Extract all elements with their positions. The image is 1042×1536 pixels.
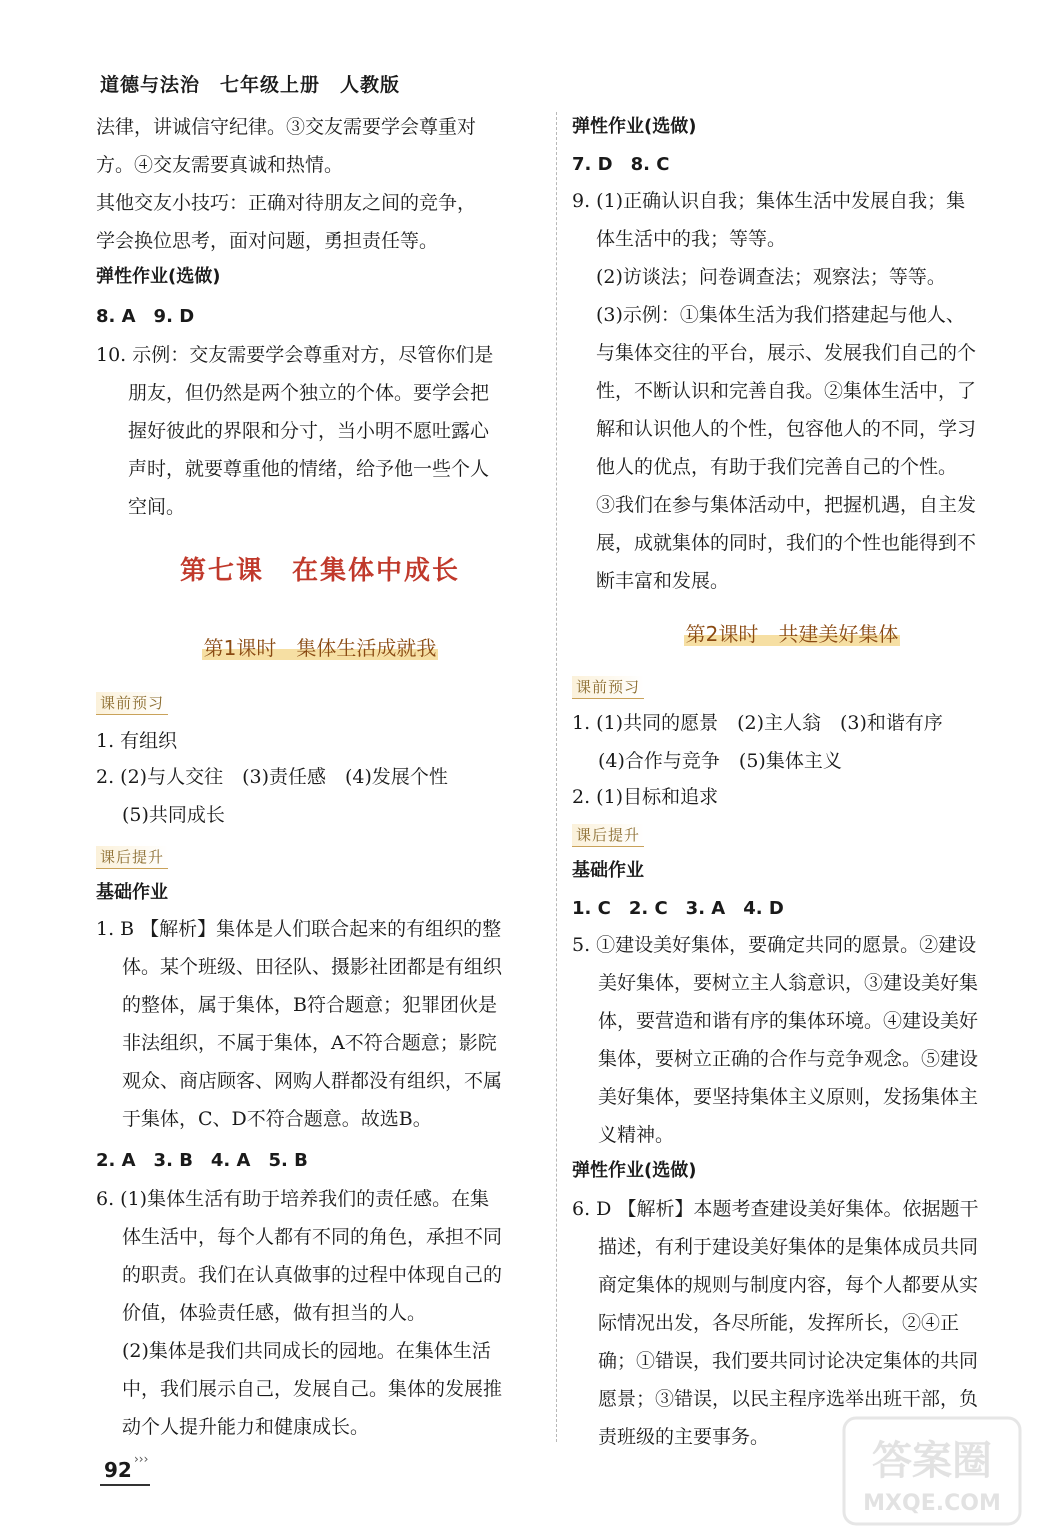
text-line: 观众、商店顾客、网购人群都没有组织，不属 (122, 1070, 503, 1092)
text-line: 于集体，C、D不符合题意。故选B。 (122, 1108, 432, 1130)
answer-line: 1. C 2. C 3. A 4. D (572, 898, 784, 919)
period-title-text: 第2课时 共建美好集体 (685, 622, 899, 646)
period-title-text: 第1课时 集体生活成就我 (203, 636, 437, 660)
section-heading: 弹性作业(选做) (572, 116, 697, 137)
watermark-subtext: MXQE.COM (863, 1491, 1001, 1516)
text-line: 1. 有组织 (96, 730, 178, 752)
text-line: 美好集体，要树立主人翁意识，③建设美好集 (598, 972, 979, 994)
text-line: 法律，讲诚信守纪律。③交友需要学会尊重对 (96, 116, 477, 138)
text-line: ③我们在参与集体活动中，把握机遇，自主发 (596, 494, 977, 516)
text-line: 1. (1)共同的愿景 (2)主人翁 (3)和谐有序 (572, 712, 943, 734)
text-line: 美好集体，要坚持集体主义原则，发扬集体主 (598, 1086, 979, 1108)
text-line: 非法组织，不属于集体，A不符合题意；影院 (122, 1032, 497, 1054)
text-line: (3)示例：①集体生活为我们搭建起与他人、 (596, 304, 965, 326)
section-tag-improve: 课后提升 (96, 846, 168, 869)
text-line: 的职责。我们在认真做事的过程中体现自己的 (122, 1264, 503, 1286)
text-line: 2. (1)目标和追求 (572, 786, 719, 808)
text-line: (5)共同成长 (122, 804, 225, 826)
text-line: 方。④交友需要真诚和热情。 (96, 154, 344, 176)
text-line: 体生活中的我；等等。 (596, 228, 787, 250)
text-line: 握好彼此的界限和分寸，当小明不愿吐露心 (128, 420, 490, 442)
text-line: 2. (2)与人交往 (3)责任感 (4)发展个性 (96, 766, 448, 788)
section-heading: 基础作业 (96, 882, 168, 903)
text-line: 际情况出发，各尽所能，发挥所长，②④正 (598, 1312, 960, 1334)
text-line: 体生活中，每个人都有不同的角色，承担不同 (122, 1226, 503, 1248)
period-title (96, 632, 544, 661)
text-line: 学会换位思考，面对问题，勇担责任等。 (96, 230, 439, 252)
text-line: 商定集体的规则与制度内容，每个人都要从实 (598, 1274, 979, 1296)
text-line: 5. ①建设美好集体，要确定共同的愿景。②建设 (572, 934, 977, 956)
text-line: 9. (1)正确认识自我；集体生活中发展自我；集 (572, 190, 966, 212)
column-divider (556, 112, 557, 1442)
text-line: 描述，有利于建设美好集体的是集体成员共同 (598, 1236, 979, 1258)
watermark-text: 答案圈 (872, 1438, 992, 1484)
section-heading: 弹性作业(选做) (572, 1160, 697, 1181)
text-line: 他人的优点，有助于我们完善自己的个性。 (596, 456, 958, 478)
text-line: 性，不断认识和完善自我。②集体生活中，了 (596, 380, 977, 402)
section-heading: 基础作业 (572, 860, 644, 881)
book-header: 道德与法治 七年级上册 人教版 (100, 74, 401, 96)
text-line: 断丰富和发展。 (596, 570, 730, 592)
text-line: 6. D 【解析】本题考查建设美好集体。依据题干 (572, 1198, 979, 1220)
text-line: 的整体，属于集体，B符合题意；犯罪团伙是 (122, 994, 497, 1016)
text-line: 责班级的主要事务。 (598, 1426, 770, 1448)
answer-line: 2. A 3. B 4. A 5. B (96, 1150, 308, 1171)
section-tag-improve: 课后提升 (572, 824, 644, 847)
text-line: 体，要营造和谐有序的集体环境。④建设美好 (598, 1010, 979, 1032)
section-heading: 弹性作业(选做) (96, 266, 221, 287)
watermark-logo (842, 1416, 1022, 1526)
period-title (572, 618, 1012, 647)
text-line: 1. B 【解析】集体是人们联合起来的有组织的整 (96, 918, 502, 940)
text-line: 空间。 (128, 496, 186, 518)
text-line: 解和认识他人的个性，包容他人的不同，学习 (596, 418, 977, 440)
text-line: 义精神。 (598, 1124, 675, 1146)
page-arrows-icon: ››› (134, 1452, 149, 1466)
page-number-box (100, 1452, 150, 1486)
text-line: 价值，体验责任感，做有担当的人。 (122, 1302, 427, 1324)
text-line: 集体，要树立正确的合作与竞争观念。⑤建设 (598, 1048, 979, 1070)
text-line: (4)合作与竞争 (5)集体主义 (598, 750, 842, 772)
lesson-title: 第七课 在集体中成长 (179, 556, 460, 586)
text-line: 与集体交往的平台，展示、发展我们自己的个 (596, 342, 977, 364)
text-line: 展，成就集体的同时，我们的个性也能得到不 (596, 532, 977, 554)
section-tag-preview: 课前预习 (96, 692, 168, 715)
text-line: 中，我们展示自己，发展自己。集体的发展推 (122, 1378, 503, 1400)
answer-line: 7. D 8. C (572, 154, 670, 175)
text-line: (2)集体是我们共同成长的园地。在集体生活 (122, 1340, 491, 1362)
text-line: 10. 示例：交友需要学会尊重对方，尽管你们是 (96, 344, 494, 366)
text-line: 确；①错误，我们要共同讨论决定集体的共同 (598, 1350, 979, 1372)
text-line: 6. (1)集体生活有助于培养我们的责任感。在集 (96, 1188, 490, 1210)
section-tag-preview: 课前预习 (572, 676, 644, 699)
text-line: 愿景；③错误，以民主程序选举出班干部，负 (598, 1388, 979, 1410)
text-line: (2)访谈法；问卷调查法；观察法；等等。 (596, 266, 946, 288)
text-line: 动个人提升能力和健康成长。 (122, 1416, 370, 1438)
page-number: 92 (104, 1458, 132, 1482)
text-line: 声时，就要尊重他的情绪，给予他一些个人 (128, 458, 490, 480)
text-line: 朋友，但仍然是两个独立的个体。要学会把 (128, 382, 490, 404)
answer-line: 8. A 9. D (96, 306, 195, 327)
text-line: 其他交友小技巧：正确对待朋友之间的竞争， (96, 192, 477, 214)
text-line: 体。某个班级、田径队、摄影社团都是有组织 (122, 956, 503, 978)
